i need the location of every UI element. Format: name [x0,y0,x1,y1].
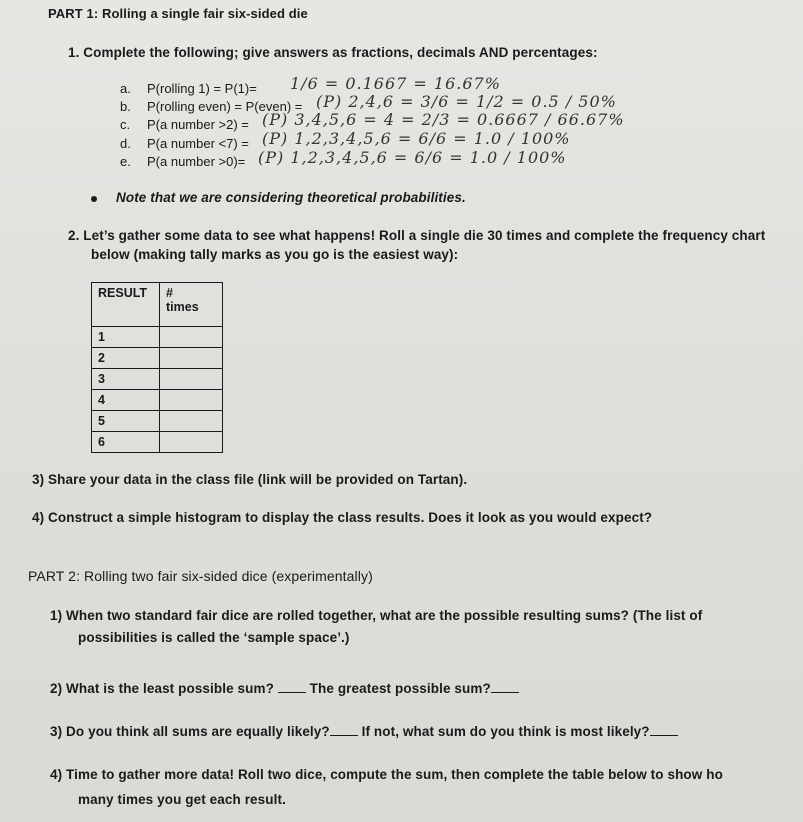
q1c-text: P(a number >2) = [147,117,249,132]
q2-prompt-line2: below (making tally marks as you go is the easiest way): [91,247,459,262]
q1e-handwritten-answer: (P) 1,2,3,4,5,6 = 6/6 = 1.0 / 100% [258,148,567,167]
result-cell: 2 [92,348,160,369]
table-row [92,432,223,453]
equally-likely-blank[interactable] [330,723,358,736]
q1c-handwritten-answer: (P) 3,4,5,6 = 4 = 2/3 = 0.6667 / 66.67% [262,110,625,129]
header-hash: # [166,286,173,300]
note-bullet [91,196,97,202]
least-sum-blank[interactable] [278,680,306,693]
frequency-table [91,282,223,453]
result-cell: 3 [92,369,160,390]
result-cell: 1 [92,327,160,348]
q1d-handwritten-answer: (P) 1,2,3,4,5,6 = 6/6 = 1.0 / 100% [262,129,571,148]
times-cell[interactable] [160,390,223,411]
q1a-handwritten-answer: 1/6 = 0.1667 = 16.67% [290,74,501,93]
p2-q1-line1: 1) When two standard fair dice are rolled together, what are the possible resulting sums? (The list of [50,608,703,623]
times-cell[interactable] [160,411,223,432]
q1b-handwritten-answer: (P) 2,4,6 = 3/6 = 1/2 = 0.5 / 50% [316,92,617,111]
result-cell: 5 [92,411,160,432]
p2-q4-line1: 4) Time to gather more data! Roll two dice, compute the sum, then complete the table below to show ho [50,767,723,782]
q1e-text: P(a number >0)= [147,154,246,169]
note-theoretical: Note that we are considering theoretical probabilities. [116,190,466,205]
p2-q2 [50,680,519,696]
q1e-label: e. [120,154,131,169]
q2-prompt-line1: 2. Let’s gather some data to see what happens! Roll a single die 30 times and complete the frequency chart [68,228,766,243]
times-cell[interactable] [160,432,223,453]
equally-likely-question: 3) Do you think all sums are equally likely? [50,724,330,739]
table-row [92,411,223,432]
p2-q4-line2: many times you get each result. [78,792,286,807]
table-row [92,390,223,411]
result-cell: 4 [92,390,160,411]
most-likely-question: If not, what sum do you think is most likely? [361,724,650,739]
header-result: RESULT [92,283,160,327]
result-cell: 6 [92,432,160,453]
most-likely-blank[interactable] [650,723,678,736]
part1-title: PART 1: Rolling a single fair six-sided die [48,6,308,21]
header-times [160,283,223,327]
table-header-row [92,283,223,327]
q1b-text: P(rolling even) = P(even) = [147,99,303,114]
q4-histogram: 4) Construct a simple histogram to display the class results. Does it look as you would expect? [32,510,653,525]
p2-q1-line2: possibilities is called the ‘sample space’.) [78,630,350,645]
p2-q3 [50,723,678,739]
q1b-label: b. [120,99,131,114]
part2-title: PART 2: Rolling two fair six-sided dice (experimentally) [28,568,373,584]
times-cell[interactable] [160,369,223,390]
table-row [92,369,223,390]
times-cell[interactable] [160,348,223,369]
q3-share-data: 3) Share your data in the class file (link will be provided on Tartan). [32,472,468,487]
q1d-text: P(a number <7) = [147,136,249,151]
table-row [92,327,223,348]
least-sum-question: 2) What is the least possible sum? [50,681,274,696]
times-cell[interactable] [160,327,223,348]
q1d-label: d. [120,136,131,151]
table-row [92,348,223,369]
q1a-text: P(rolling 1) = P(1)= [147,81,257,96]
q1-prompt: 1. Complete the following; give answers as fractions, decimals AND percentages: [68,45,598,60]
greatest-sum-question: The greatest possible sum? [309,681,491,696]
q1a-label: a. [120,81,131,96]
q1c-label: c. [120,117,131,132]
greatest-sum-blank[interactable] [491,680,519,693]
header-times-label: times [166,300,199,314]
